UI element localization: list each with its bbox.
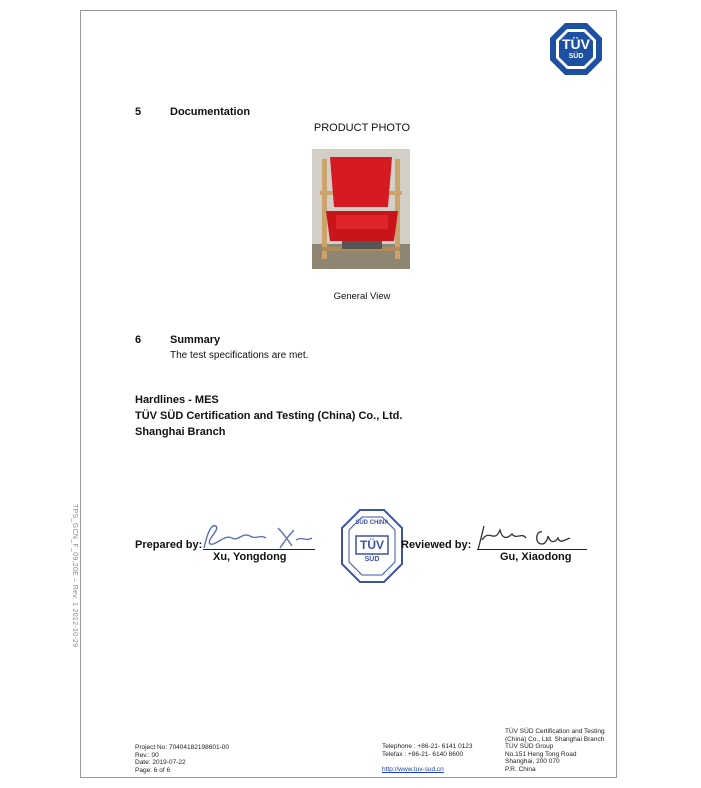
footer-company-1: TÜV SÜD Certification and Testing — [505, 728, 605, 735]
prepared-by-name: Xu, Yongdong — [213, 551, 287, 563]
reviewed-by-name: Gu, Xiaodong — [500, 551, 572, 563]
footer-page: Page: 6 of 6 — [135, 766, 171, 774]
stamp-bottom-text: SÜD — [364, 556, 380, 563]
section-5-title: Documentation — [170, 106, 251, 118]
footer-project-block — [135, 744, 229, 774]
footer-date: Date: 2019-07-22 — [135, 759, 186, 767]
footer-project-no: Project No: 70404182198601-00 — [135, 744, 229, 751]
reviewed-signature-line — [477, 549, 587, 550]
org-line-3: Shanghai Branch — [135, 426, 226, 438]
product-photo-caption: PRODUCT PHOTO — [313, 122, 411, 134]
general-view-caption: General View — [333, 291, 391, 302]
footer-address-1: No.151 Heng Tong Road — [505, 750, 577, 758]
section-6-number: 6 — [135, 334, 142, 346]
footer-rev: Rev.: 00 — [135, 751, 159, 759]
section-5-number: 5 — [135, 106, 142, 118]
footer-telefax: Telefax : +86-21- 6140 8600 — [382, 750, 464, 758]
footer-website-link[interactable]: http://www.tuv-sud.cn — [382, 766, 444, 774]
footer-contact-block — [382, 743, 473, 774]
product-photo — [312, 149, 410, 269]
tuv-logo — [549, 22, 603, 76]
stamp-top-text: SÜD CHINA — [355, 520, 389, 526]
prepared-by-label: Prepared by: — [135, 539, 203, 551]
footer-address-3: P.R. China — [505, 765, 536, 773]
footer-company-3: TÜV SÜD Group — [505, 743, 554, 751]
logo-subtext: SÜD — [568, 53, 584, 60]
reviewed-by-label: Reviewed by: — [401, 539, 472, 551]
stamp-center-text: TÜV — [360, 538, 384, 552]
section-6-title: Summary — [170, 334, 221, 346]
prepared-signature-line — [203, 549, 315, 550]
summary-text: The test specifications are met. — [170, 350, 309, 361]
org-line-2: TÜV SÜD Certification and Testing (China) Co., Ltd. — [135, 410, 403, 422]
footer-company-block — [505, 728, 605, 774]
logo-text: TÜV — [562, 36, 590, 52]
footer-company-2: (China) Co., Ltd. Shanghai Branch — [505, 735, 605, 743]
side-form-id: TPS_GCN_F_09.20E – Rev. 1 2012-10-29 — [71, 504, 78, 648]
company-stamp — [340, 508, 404, 584]
footer-telephone: Telephone : +86-21- 6141 0123 — [382, 743, 473, 750]
org-line-1: Hardlines - MES — [135, 394, 219, 406]
footer-address-2: Shanghai, 200 070 — [505, 758, 560, 766]
